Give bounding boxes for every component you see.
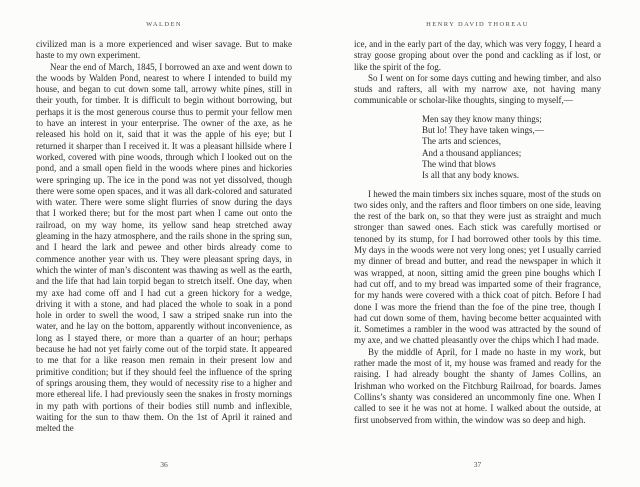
folio-page-number-right: 37 [473,460,482,469]
verse-line: Is all that any body knows. [422,170,519,181]
book-page-right [354,0,601,487]
verse-line: The arts and sciences, [422,136,501,147]
body-paragraph: ice, and in the early part of the day, which was very foggy, I heard a stray goose groping about over the pond and cackling as if lost, or like the spirit of the fog. [354,39,601,72]
poem-block [422,114,601,182]
page-body-left [36,39,292,434]
verse-line: Men say they know many things; [422,113,542,124]
body-paragraph: Near the end of March, 1845, I borrowed an axe and went down to the woods by Walden Pond, nearest to where I intended to build my house, and began to cut down some tall, arrowy white pines, still in their youth, for timber. It is difficult to begin without borrowing, but perhaps it is the most generous course thus to permit your fellow men to have an interest in your enterprise. The owner of the axe, as he released his hold on it, said that it was the apple of his eye; but I returned it sharper than I received it. It was a pleasant hillside where I worked, covered with pine woods, through which I looked out on the pond, and a small open field in the woods where pines and hickories were springing up. The ice in the pond was not yet dissolved, though there were some open spaces, and it was all dark-colored and saturated with water. There were some slight flurries of snow during the days that I worked there; but for the most part when I came out onto the railroad, on my way home, its yellow sand heap stretched away gleaming in the hazy atmosphere, and the rails shone in the spring sun, and I heard the lark and pewee and other birds already come to commence another year with us. They were pleasant spring days, in which the winter of man’s discontent was thawing as well as the earth, and the life that had lain torpid began to stretch itself. One day, when my axe had come off and I had cut a green hickory for a wedge, driving it with a stone, and had placed the whole to soak in a pond hole in order to swell the wood, I saw a striped snake run into the water, and he lay on the bottom, apparently without inconvenience, as long as I stayed there, or more than a quarter of an hour; perhaps because he had not yet fairly come out of the torpid state. It appeared to me that for a like reason men remain in their present low and primitive condition; but if they should feel the influence of the spring of springs arousing them, they would of necessity rise to a higher and more ethereal life. I had previously seen the snakes in frosty mornings in my path with portions of their bodies still numb and inflexible, waiting for the sun to thaw them. On the 1st of April it rained and melted the [36,61,292,434]
running-header-left: WALDEN [146,21,182,28]
book-page-left [36,0,292,487]
body-paragraph: I hewed the main timbers six inches square, most of the studs on two sides only, and the rafters and floor timbers on one side, leaving the rest of the bark on, so that they were just as straight and much stronger than sawed ones. Each stick was carefully mortised or tenoned by its stump, for I had borrowed other tools by this time. My days in the woods were not very long ones; yet I usually carried my dinner of bread and butter, and read the newspaper in which it was wrapped, at noon, sitting amid the green pine boughs which I had cut off, and to my bread was imparted some of their fragrance, for my hands were covered with a thick coat of pitch. Before I had done I was more the friend than the foe of the pine tree, though I had cut down some of them, having become better acquainted with it. Sometimes a rambler in the wood was attracted by the sound of my axe, and we chatted pleasantly over the chips which I had made. [354,188,601,346]
running-header-right: HENRY DAVID THOREAU [426,21,529,28]
folio-page-number-left: 36 [160,460,168,469]
verse-line: And a thousand appliances; [422,147,522,158]
verse-line: But lo! They have taken wings,— [422,125,544,136]
verse-line: The wind that blows [422,158,496,169]
body-paragraph: So I went on for some days cutting and hewing timber, and also studs and rafters, all with my narrow axe, not having many communicable or scholar-like thoughts, singing to myself,— [354,72,601,106]
page-body-right [354,39,601,426]
body-paragraph: By the middle of April, for I made no haste in my work, but rather made the most of it, my house was framed and ready for the raising. I had already bought the shanty of James Collins, an Irishman who worked on the Fitchburg Railroad, for boards. James Collins’s shanty was considered an uncommonly fine one. When I called to see it he was not at home. I walked about the outside, at first unobserved from within, the window was so deep and high. [354,346,601,425]
body-paragraph: civilized man is a more experienced and wiser savage. But to make haste to my own experiment. [36,39,292,61]
